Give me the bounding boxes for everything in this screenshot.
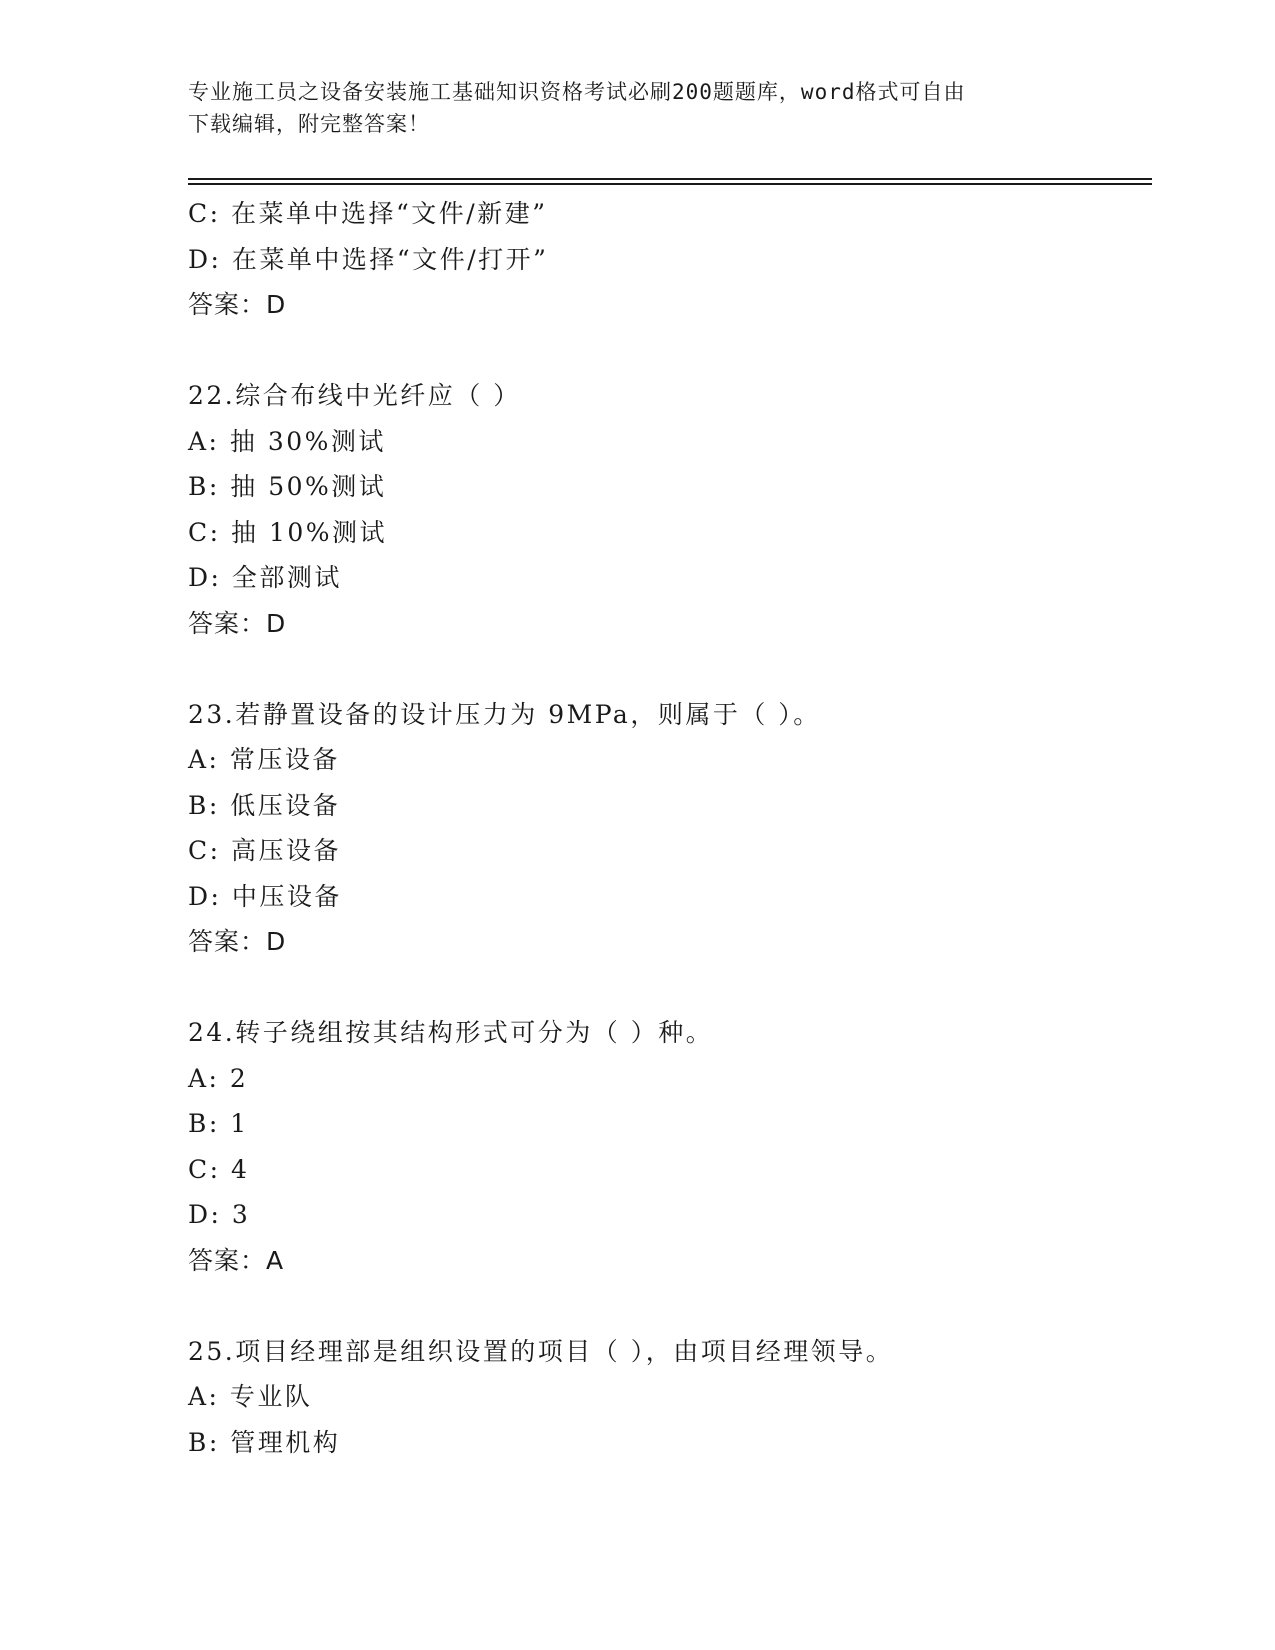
question-block-22 — [188, 373, 1152, 646]
option-b: B: 管理机构 — [188, 1427, 341, 1457]
option-a: A: 2 — [188, 1063, 249, 1093]
option-b: B: 抽 50%测试 — [188, 472, 387, 501]
option-d: D: 全部测试 — [188, 563, 342, 592]
question-block-21 — [188, 191, 1152, 328]
question-text: 23.若静置设备的设计压力为 9MPa，则属于（ ）。 — [188, 699, 821, 729]
spacer — [188, 646, 1152, 692]
option-c: C: 4 — [188, 1154, 250, 1184]
option-a: A: 常压设备 — [188, 745, 340, 774]
question-text: 25.项目经理部是组织设置的项目（ ），由项目经理领导。 — [188, 1336, 894, 1366]
header-rule-top — [188, 178, 1152, 180]
question-block-23 — [188, 692, 1152, 965]
option-a: A: 抽 30%测试 — [188, 426, 386, 456]
header-line-1: 专业施工员之设备安装施工基础知识资格考试必刷200题题库，word格式可自由 — [188, 80, 966, 104]
header-rule-bottom — [188, 183, 1152, 185]
question-text: 22.综合布线中光纤应（ ） — [188, 381, 521, 410]
option-b: B: 1 — [188, 1109, 249, 1138]
question-list — [188, 191, 1152, 1465]
answer-text: 答案：D — [188, 290, 287, 319]
spacer — [188, 965, 1152, 1011]
option-c: C: 高压设备 — [188, 836, 341, 865]
question-block-25 — [188, 1329, 1152, 1466]
option-d: D: 中压设备 — [188, 881, 342, 911]
answer-text: 答案：D — [188, 608, 287, 638]
option-c: C: 抽 10%测试 — [188, 517, 388, 547]
spacer — [188, 328, 1152, 374]
question-text: 24.转子绕组按其结构形式可分为（ ）种。 — [188, 1018, 714, 1047]
option-d: D: 3 — [188, 1200, 251, 1229]
option-c: C: 在菜单中选择“文件/新建” — [188, 199, 548, 228]
header-line-2: 下载编辑，附完整答案！ — [188, 112, 430, 136]
question-block-24 — [188, 1010, 1152, 1283]
answer-text: 答案：A — [188, 1245, 285, 1275]
document-header — [188, 76, 1068, 140]
spacer — [188, 1283, 1152, 1329]
answer-text: 答案：D — [188, 927, 287, 956]
option-b: B: 低压设备 — [188, 790, 341, 820]
option-a: A: 专业队 — [188, 1382, 313, 1411]
option-d: D: 在菜单中选择“文件/打开” — [188, 244, 549, 274]
